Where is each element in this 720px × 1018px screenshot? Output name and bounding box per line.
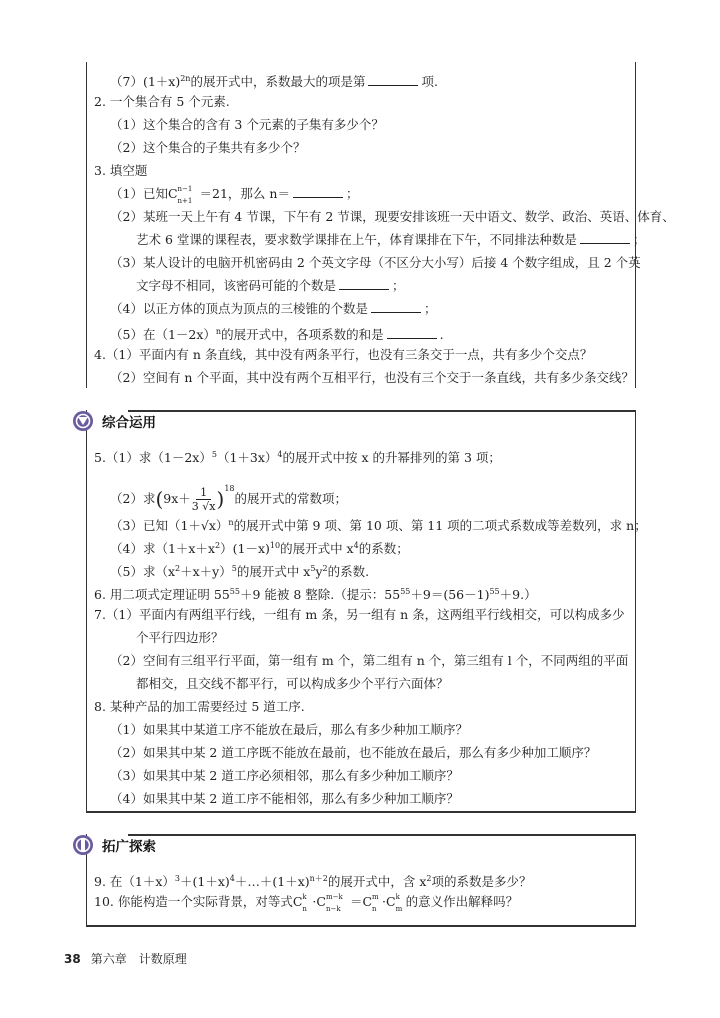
q2-2: （2）这个集合的子集共有多少个？: [110, 140, 306, 155]
exercise-box-c-top-rule: [128, 834, 636, 836]
answer-blank[interactable]: [293, 185, 343, 198]
page-footer: [64, 950, 187, 967]
explore-icon: [72, 834, 94, 856]
q6: 6. 用二项式定理证明 $55^{55}+9$ 能被 8 整除.（提示：$55^{55}+9=(56-1)^{55}+9$.）: [94, 587, 537, 603]
q7-1a: 7.（1）平面内有两组平行线，一组有 m 条，另一组有 n 条，这两组平行线相交，可以构成多少: [94, 607, 625, 622]
q8-4: （4）如果其中某 2 道工序不能相邻，那么有多少种加工顺序？: [110, 791, 459, 806]
target-icon: [72, 410, 94, 432]
q7-2b: 都相交，且交线不都平行，可以构成多少个平行六面体？: [136, 676, 449, 691]
q8-2: （2）如果其中某 2 道工序既不能放在最前，也不能放在最后，那么有多少种加工顺序？: [110, 745, 597, 760]
answer-blank[interactable]: [580, 231, 630, 244]
q9: 9. 在$(1+x)^3+(1+x)^4+\dots+(1+x)^{n+2}$的展开式中，含 $x^2$项的系数是多少？: [94, 874, 532, 890]
q1-7: $(7)(1+x)^{2n}$的展开式中，系数最大的项是第 项.: [110, 74, 438, 90]
exercise-box-b-bottom-rule: [86, 811, 636, 813]
q8: 8. 某种产品的加工需要经过 5 道工序.: [94, 699, 305, 714]
q3-3b: 文字母不相同，该密码可能的个数是 ；: [136, 278, 405, 293]
exercise-box-c-bottom-rule: [86, 925, 636, 927]
q4-2: （2）空间有 n 个平面，其中没有两个互相平行，也没有三个交于一条直线，共有多少条交线？: [110, 370, 634, 385]
q3-3a: （3）某人设计的电脑开机密码由 2 个英文字母（不区分大小写）后接 4 个数字组成，且 2 个英: [110, 255, 641, 270]
q5-3: （3）已知$(1+√x)^n$的展开式中第 9 项、第 10 项、第 11 项的二项式系数成等差数列，求 n；: [110, 518, 647, 534]
q10: 10. 你能构造一个实际背景，对等式C k n ·C m−k n−k ＝C m n ·C k m 的意义作出解释吗？: [94, 893, 519, 913]
q5-1: 5.（1）求$(1-2x)^5(1+3x)^4$的展开式中按 x 的升幂排列的第 3 项；: [94, 450, 501, 466]
q7-2a: （2）空间有三组平行平面，第一组有 m 个，第二组有 n 个，第三组有 l 个，不同两组的平面: [110, 653, 629, 668]
q3-2b: 艺术 6 堂课的课程表，要求数学课排在上午，体育课排在下午，不同排法种数是 ；: [136, 232, 646, 247]
chapter-title: 第六章 计数原理: [90, 952, 187, 966]
section-header-extension: [72, 834, 156, 856]
section-header-comprehensive: [72, 410, 156, 432]
answer-blank[interactable]: [339, 277, 389, 290]
q5-4: （4）求$(1+x+x^2)(1-x)^{10}$的展开式中 $x^4$的系数；: [110, 541, 409, 557]
q8-3: （3）如果其中某 2 道工序必须相邻，那么有多少种加工顺序？: [110, 768, 459, 783]
q5-5: （5）求$(x^2+x+y)^5$的展开式中 $x^5y^2$的系数.: [110, 564, 370, 580]
q5-2: （2）求(9x＋ $\frac{1}{3 √x}$ )$^{18}$的展开式的常数项；: [110, 484, 348, 513]
q4-1: 4.（1）平面内有 n 条直线，其中没有两条平行，也没有三条交于一点，共有多少个交点？: [94, 347, 593, 362]
q3: 3. 填空题: [94, 163, 148, 178]
q3-2a: （2）某班一天上午有 4 节课，下午有 2 节课，现要安排该班一天中语文、数学、政治、英语、体育、: [110, 209, 675, 224]
q2-1: （1）这个集合的含有 3 个元素的子集有多少个？: [110, 117, 384, 132]
answer-blank[interactable]: [368, 73, 418, 86]
q3-4: （4）以正方体的顶点为顶点的三棱锥的个数是 ；: [110, 301, 437, 316]
answer-blank[interactable]: [371, 300, 421, 313]
q2: 2. 一个集合有 5 个元素.: [94, 94, 230, 109]
q7-1b: 个平行四边形？: [136, 630, 224, 645]
q8-1: （1）如果其中某道工序不能放在最后，那么有多少种加工顺序？: [110, 722, 468, 737]
q3-1: （1）已知C n−1 n+1 ＝21，那么 n＝ ；: [110, 185, 359, 205]
section-title: 综合运用: [102, 415, 156, 431]
section-title: 拓广探索: [102, 839, 156, 855]
exercise-box-b-top-rule: [128, 410, 636, 412]
answer-blank[interactable]: [387, 326, 437, 339]
q3-5: （5）在$(1-2x)^n$的展开式中，各项系数的和是 .: [110, 327, 444, 343]
page-number: 38: [64, 952, 81, 966]
